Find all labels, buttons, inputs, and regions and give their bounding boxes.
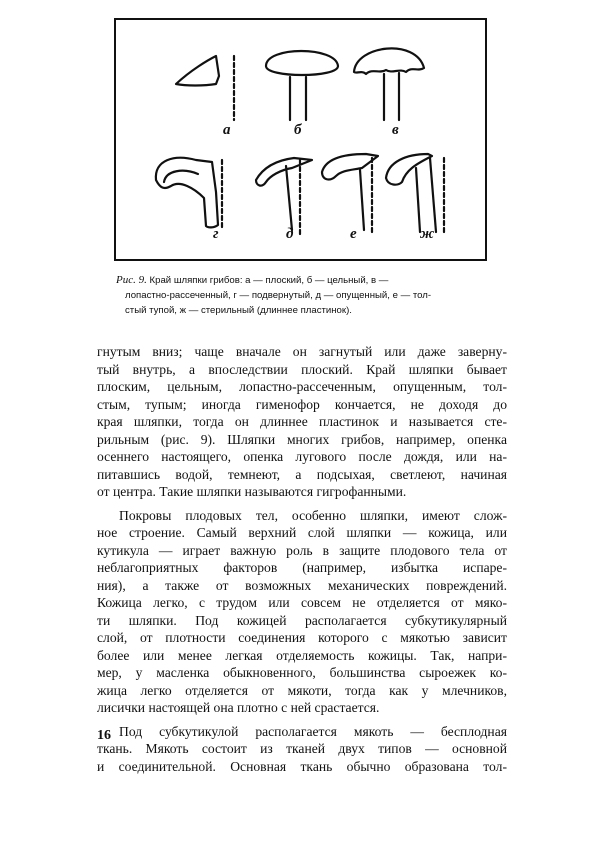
text-line: ти шляпки. Под кожицей располагается субкутикулярный bbox=[97, 612, 507, 628]
text-line: ное строение. Самый верхний слой шляпки — кожица, или bbox=[97, 525, 507, 540]
figure-label-d: д bbox=[286, 226, 294, 242]
caption-text: Край шляпки грибов: а — плоский, б — цельный, в — bbox=[149, 275, 389, 286]
text-line: от центра. Такие шляпки называются гигрофанными. bbox=[97, 484, 407, 499]
text-line: слой, от плотности соединения которого с мякотью зависит bbox=[97, 630, 507, 645]
text-line: ткань. Мякоть состоит из тканей двух типов — основной bbox=[97, 741, 507, 756]
text-line: рильным (рис. 9). Шляпки многих грибов, например, опенка bbox=[97, 431, 507, 447]
text-line: кутикула — играет важную роль в защите плодового тела от bbox=[97, 542, 507, 558]
text-line: осеннего настоящего, опенка лугового после дождя, или на- bbox=[97, 449, 507, 464]
cap-edge-v-drawing bbox=[354, 48, 424, 120]
figure-9-illustration bbox=[114, 18, 487, 261]
figure-label-zh: ж bbox=[420, 226, 435, 242]
text-line: гнутым вниз; чаще вначале он загнутый или даже заверну- bbox=[97, 344, 507, 359]
cap-edge-zh-drawing bbox=[386, 154, 444, 234]
paragraph-start-line: Под субкутикулой располагается мякоть — бесплодная bbox=[119, 723, 507, 739]
cap-edge-g-drawing bbox=[156, 158, 222, 230]
text-line: лисички настоящей она плотно с ней срастается. bbox=[97, 700, 380, 715]
text-line: мер, у масленка обыкновенного, большинства сыроежек ко- bbox=[97, 665, 507, 680]
figure-caption bbox=[116, 273, 488, 318]
text-line: стым, тупым; иногда гименофор кончается, не доходя до bbox=[97, 396, 507, 412]
text-line: плоским, цельным, лопастно-рассеченным, опущенным, тол- bbox=[97, 379, 507, 394]
text-line: неблагоприятных факторов (например, избытка испаре- bbox=[97, 560, 507, 575]
text-line: Кожица легко, с трудом или совсем не отделяется от мяко- bbox=[97, 595, 507, 610]
figure-label-b: б bbox=[294, 122, 302, 138]
text-line: тый внутрь, а впоследствии плоский. Край шляпки бывает bbox=[97, 361, 507, 377]
figure-label-a: а bbox=[223, 122, 231, 138]
cap-edge-e-drawing bbox=[322, 154, 378, 234]
body-text bbox=[97, 343, 507, 775]
text-line: и соединительной. Основная ткань обычно образована тол- bbox=[97, 758, 507, 774]
text-line: жица легко отделяется от мякоти, тогда как у млечников, bbox=[97, 682, 507, 698]
caption-line bbox=[116, 273, 488, 288]
caption-line: стый тупой, ж — стерильный (длиннее пластинок). bbox=[125, 305, 352, 316]
text-line: более или менее легкая отделяемость кожицы. Так, напри- bbox=[97, 647, 507, 663]
figure-label-g: г bbox=[213, 226, 219, 242]
cap-edge-d-drawing bbox=[256, 158, 312, 234]
cap-edge-b-drawing bbox=[266, 51, 338, 120]
text-line: ния), а также от возможных механических повреждений. bbox=[97, 577, 507, 593]
paragraph-start-line: Покровы плодовых тел, особенно шляпки, имеют слож- bbox=[119, 507, 507, 523]
caption-figure-ref: Рис. 9. bbox=[116, 274, 147, 286]
figure-label-e: е bbox=[350, 226, 357, 242]
caption-line: лопастно-рассеченный, г — подвернутый, д — опущенный, е — тол- bbox=[125, 290, 432, 301]
text-line: края шляпки, тогда он длиннее пластинок и называется сте- bbox=[97, 414, 507, 429]
figure-label-v: в bbox=[392, 122, 399, 138]
page-number: 16 bbox=[97, 728, 111, 743]
cap-edge-a-drawing bbox=[176, 56, 234, 120]
text-line: питавшись водой, темнеют, а подсыхая, светлеют, начиная bbox=[97, 466, 507, 482]
